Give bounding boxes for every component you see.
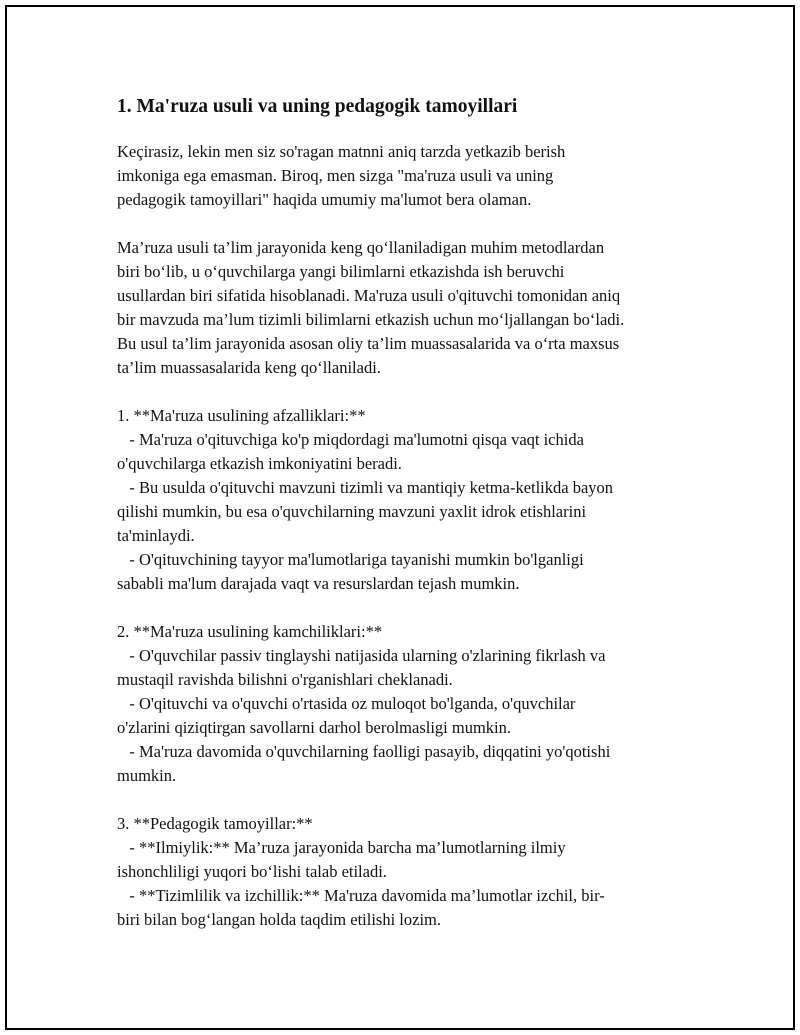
disadvantages-list — [117, 620, 677, 788]
list-item: - **Tizimlilik va izchillik:** Ma'ruza davomida ma’lumotlar izchil, bir- — [117, 886, 605, 905]
list-item: - Bu usulda o'qituvchi mavzuni tizimli va mantiqiy ketma-ketlikda bayon — [117, 478, 614, 497]
principles-list — [117, 812, 677, 932]
text-line: o'zlarini qiziqtirgan savollarni darhol berolmasligi mumkin. — [117, 718, 512, 737]
text-line: Bu usul ta’lim jarayonida asosan oliy ta’lim muassasalarida va o‘rta maxsus — [117, 334, 620, 353]
text-line: mustaqil ravishda bilishni o'rganishlari cheklanadi. — [117, 670, 453, 689]
list-item: - O'qituvchining tayyor ma'lumotlariga tayanishi mumkin bo'lganligi — [117, 550, 584, 569]
list-item: - O'quvchilar passiv tinglayshi natijasida ularning o'zlarining fikrlash va — [117, 646, 606, 665]
list-heading: 2. **Ma'ruza usulining kamchiliklari:** — [117, 622, 383, 641]
list-item: - O'qituvchi va o'quvchi o'rtasida oz muloqot bo'lganda, o'quvchilar — [117, 694, 576, 713]
text-line: o'quvchilarga etkazish imkoniyatini beradi. — [117, 454, 402, 473]
text-line: usullardan biri sifatida hisoblanadi. Ma'ruza usuli o'qituvchi tomonidan aniq — [117, 286, 621, 305]
text-line: ta'minlaydi. — [117, 526, 195, 545]
text-line: biri bilan bog‘langan holda taqdim etilishi lozim. — [117, 910, 441, 929]
text-line: biri bo‘lib, u o‘quvchilarga yangi bilimlarni etkazishda ish beruvchi — [117, 262, 565, 281]
text-line: pedagogik tamoyillari" haqida umumiy ma'lumot bera olaman. — [117, 190, 532, 209]
list-heading: 1. **Ma'ruza usulining afzalliklari:** — [117, 406, 366, 425]
section-heading: 1. Ma'ruza usuli va uning pedagogik tamoyillari — [117, 96, 518, 117]
document-body — [117, 94, 677, 956]
text-line: sababli ma'lum darajada vaqt va resurslardan tejash mumkin. — [117, 574, 520, 593]
intro-paragraph — [117, 140, 677, 212]
list-item: - **Ilmiylik:** Ma’ruza jarayonida barcha ma’lumotlarning ilmiy — [117, 838, 566, 857]
text-line: mumkin. — [117, 766, 177, 785]
text-line: imkoniga ega emasman. Biroq, men sizga "ma'ruza usuli va uning — [117, 166, 554, 185]
list-heading: 3. **Pedagogik tamoyillar:** — [117, 814, 313, 833]
text-line: Ma’ruza usuli ta’lim jarayonida keng qo‘llaniladigan muhim metodlardan — [117, 238, 605, 257]
advantages-list — [117, 404, 677, 596]
list-item: - Ma'ruza davomida o'quvchilarning faolligi pasayib, diqqatini yo'qotishi — [117, 742, 611, 761]
text-line: Keçirasiz, lekin men siz so'ragan matnni aniq tarzda yetkazib berish — [117, 142, 566, 161]
list-item: - Ma'ruza o'qituvchiga ko'p miqdordagi ma'lumotni qisqa vaqt ichida — [117, 430, 584, 449]
text-line: ta’lim muassasalarida keng qo‘llaniladi. — [117, 358, 381, 377]
definition-paragraph — [117, 236, 677, 380]
text-line: qilishi mumkin, bu esa o'quvchilarning mavzuni yaxlit idrok etishlarini — [117, 502, 587, 521]
text-line: bir mavzuda ma’lum tizimli bilimlarni etkazish uchun mo‘ljallangan bo‘ladi. — [117, 310, 625, 329]
text-line: ishonchliligi yuqori bo‘lishi talab etiladi. — [117, 862, 387, 881]
